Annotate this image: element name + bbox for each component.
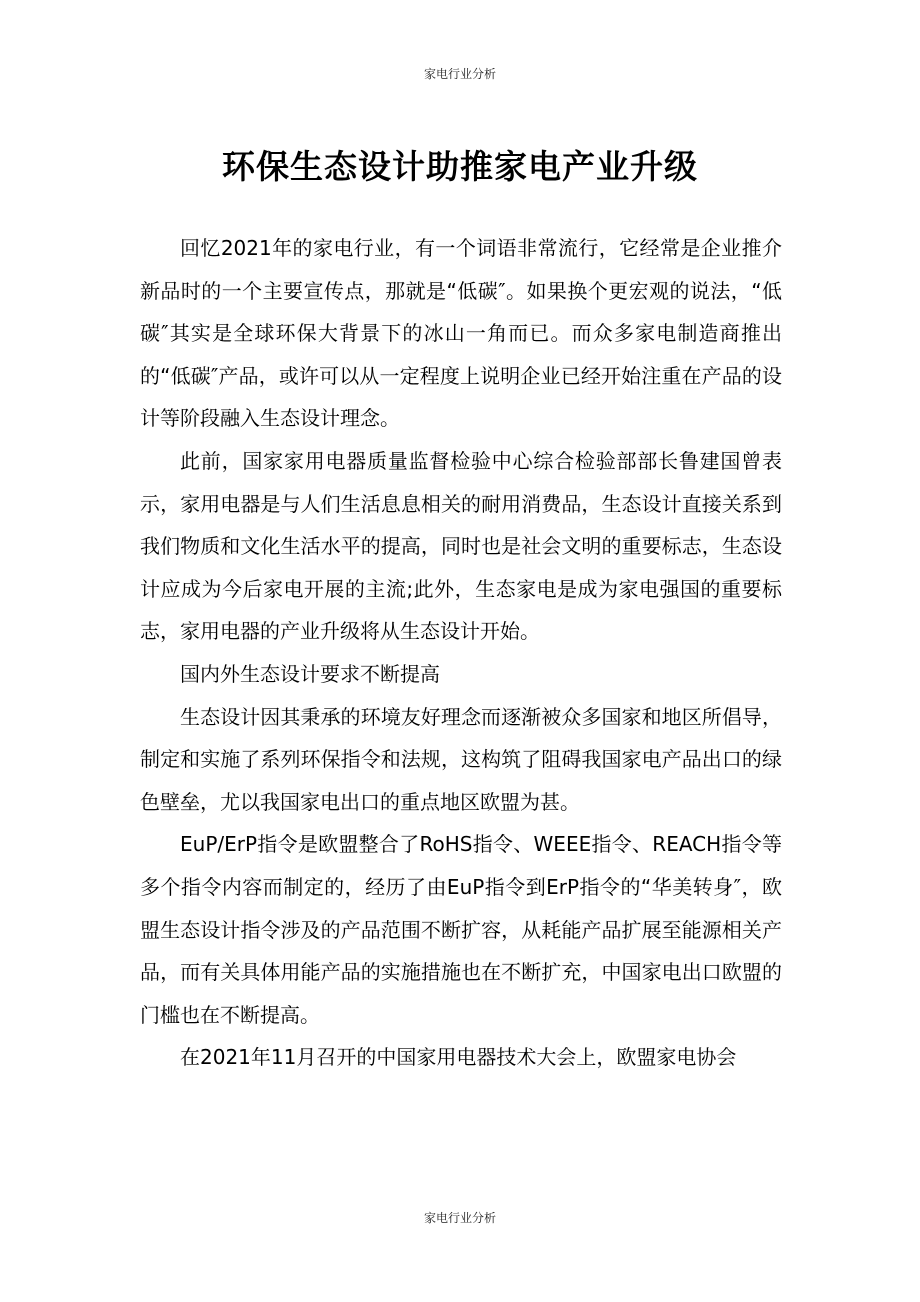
paragraph-eup-erp: EuP/ErP指令是欧盟整合了RoHS指令、WEEE指令、REACH指令等多个指令内容而制定的，经历了由EuP指令到ErP指令的“华美转身″，欧盟生态设计指令涉及的产品范围不断扩容，从耗能产品扩展至能源相关产品，而有关具体用能产品的实施措施也在不断扩充，中国家电出口欧盟的门槛也在不断提高。 xyxy=(140,832,782,1027)
page-header: 家电行业分析 xyxy=(423,67,496,81)
paragraph-technology-conference: 在2021年11月召开的中国家用电器技术大会上，欧盟家电协会 xyxy=(180,1045,737,1070)
section-subheading: 国内外生态设计要求不断提高 xyxy=(180,661,440,686)
page-footer: 家电行业分析 xyxy=(423,1211,496,1225)
document-title: 环保生态设计助推家电产业升级 xyxy=(222,147,698,186)
paragraph-lu-jianguo: 此前，国家家用电器质量监督检验中心综合检验部部长鲁建国曾表示，家用电器是与人们生活息息相关的耐用消费品，生态设计直接关系到我们物质和文化生活水平的提高，同时也是社会文明的重要标志，生态设计应成为今后家电开展的主流;此外，生态家电是成为家电强国的重要标志，家用电器的产业升级将从生态设计开始。 xyxy=(140,448,782,644)
paragraph-low-carbon: 回忆2021年的家电行业，有一个词语非常流行，它经常是企业推介新品时的一个主要宣传点，那就是“低碳″。如果换个更宏观的说法，“低碳″其实是全球环保大背景下的冰山一角而已。而众多家电制造商推出的“低碳″产品，或许可以从一定程度上说明企业已经开始注重在产品的设计等阶段融入生态设计理念。 xyxy=(140,236,782,431)
document-body xyxy=(140,227,782,1079)
paragraph-green-barrier: 生态设计因其秉承的环境友好理念而逐渐被众多国家和地区所倡导，制定和实施了系列环保指令和法规，这构筑了阻碍我国家电产品出口的绿色壁垒，尤以我国家电出口的重点地区欧盟为甚。 xyxy=(140,704,782,814)
